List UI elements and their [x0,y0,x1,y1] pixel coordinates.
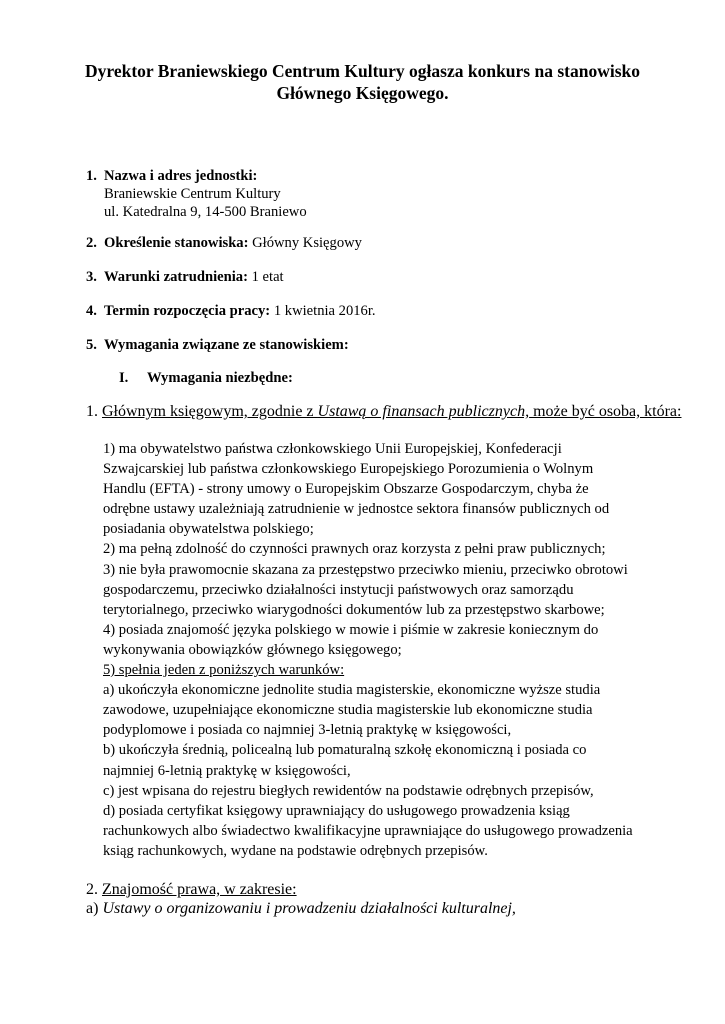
point-2-sub-text: Ustawy o organizowaniu i prowadzeniu działalności kulturalnej, [102,900,516,917]
requirement-line: c) jest wpisana do rejestru biegłych rewidentów na podstawie odrębnych przepisów, [103,782,594,799]
requirement-line: 1) ma obywatelstwo państwa członkowskiego Unii Europejskiej, Konfederacji [103,441,562,457]
requirement-line: posiadania obywatelstwa polskiego; [103,521,314,538]
point-1-lead [86,402,681,421]
requirement-line: podyplomowe i posiada co najmniej 3-letnią praktykę w księgowości, [103,722,512,739]
requirement-line: 3) nie była prawomocnie skazana za przestępstwo przeciwko mieniu, przeciwko obrotowi [103,561,628,578]
requirement-line-underlined: 5) spełnia jeden z poniższych warunków: [103,662,345,679]
requirement-line: rachunkowych albo świadectwo kwalifikacyjne uprawniające do usługowego prowadzenia [103,822,633,839]
point-1-number: 1. [86,403,98,420]
point-2 [86,880,516,918]
point-1-text-b: może być osoba, która: [529,403,682,420]
requirement-line: b) ukończyła średnią, policealną lub pomaturalną szkołę ekonomiczną i posiada co [103,742,587,759]
point-2-number: 2. [86,881,98,898]
item-label: Warunki zatrudnienia: [104,269,248,285]
address-line-2: ul. Katedralna 9, 14-500 Braniewo [104,204,307,220]
requirement-line: 2) ma pełną zdolność do czynności prawnych oraz korzysta z pełni praw publicznych; [103,541,606,558]
subsection-label: Wymagania niezbędne: [147,370,293,386]
point-1-text-a: Głównym księgowym, zgodnie z [102,403,318,420]
item-number: 2. [86,235,97,251]
requirement-line: odrębne ustawy uzależniają zatrudnienie w jednostce sektora finansów publicznych od [103,501,610,518]
item-number: 5. [86,337,97,353]
requirement-line: Handlu (EFTA) - strony umowy o Europejskim Obszarze Gospodarczym, chyba że [103,481,589,498]
requirement-line: a) ukończyła ekonomiczne jednolite studia magisterskie, ekonomiczne wyższe studia [103,682,601,699]
subsection-heading [119,369,293,387]
item-value: 1 etat [247,269,284,285]
address-line-1: Braniewskie Centrum Kultury [104,186,281,202]
item-label: Określenie stanowiska: [104,235,249,251]
subsection-roman: I. [119,370,129,386]
title-line-1: Dyrektor Braniewskiego Centrum Kultury ogłasza konkurs na stanowisko [84,61,641,81]
requirement-line: d) posiada certyfikat księgowy uprawniający do usługowego prowadzenia ksiąg [103,802,570,819]
item-number: 3. [86,269,97,285]
requirement-line: 4) posiada znajomość języka polskiego w mowie i piśmie w zakresie koniecznym do [103,621,599,638]
requirement-line: terytorialnego, przeciwko wiarygodności dokumentów lub za przestępstwo skarbowe; [103,601,605,618]
item-label: Nazwa i adres jednostki: [104,168,258,184]
requirements-block [103,439,663,861]
item-label: Wymagania związane ze stanowiskiem: [104,337,349,353]
point-1-law-title: Ustawą o finansach publicznych, [317,403,530,420]
requirement-line: gospodarczemu, przeciwko działalności instytucji państwowych oraz samorządu [103,581,574,598]
requirement-line: zawodowe, uzupełniające ekonomiczne studia magisterskie lub ekonomiczne studia [103,702,593,719]
requirement-line: najmniej 6-letnią praktykę w księgowości, [103,762,351,779]
item-value: Główny Księgowy [248,235,362,251]
item-number: 1. [86,168,97,184]
requirement-line: Szwajcarskiej lub państwa członkowskiego Europejskiego Porozumienia o Wolnym [103,461,594,478]
point-2-text: Znajomość prawa, w zakresie: [102,881,297,898]
requirement-line: ksiąg rachunkowych, wydane na podstawie odrębnych przepisów. [103,842,488,859]
item-label: Termin rozpoczęcia pracy: [104,303,271,319]
point-1-text [102,403,681,420]
item-value: 1 kwietnia 2016r. [270,303,376,319]
item-number: 4. [86,303,97,319]
document-title [60,60,665,104]
title-line-2: Głównego Księgowego. [276,83,449,103]
requirement-line: wykonywania obowiązków głównego księgowego; [103,641,402,658]
point-2-sub-letter: a) [86,900,99,917]
